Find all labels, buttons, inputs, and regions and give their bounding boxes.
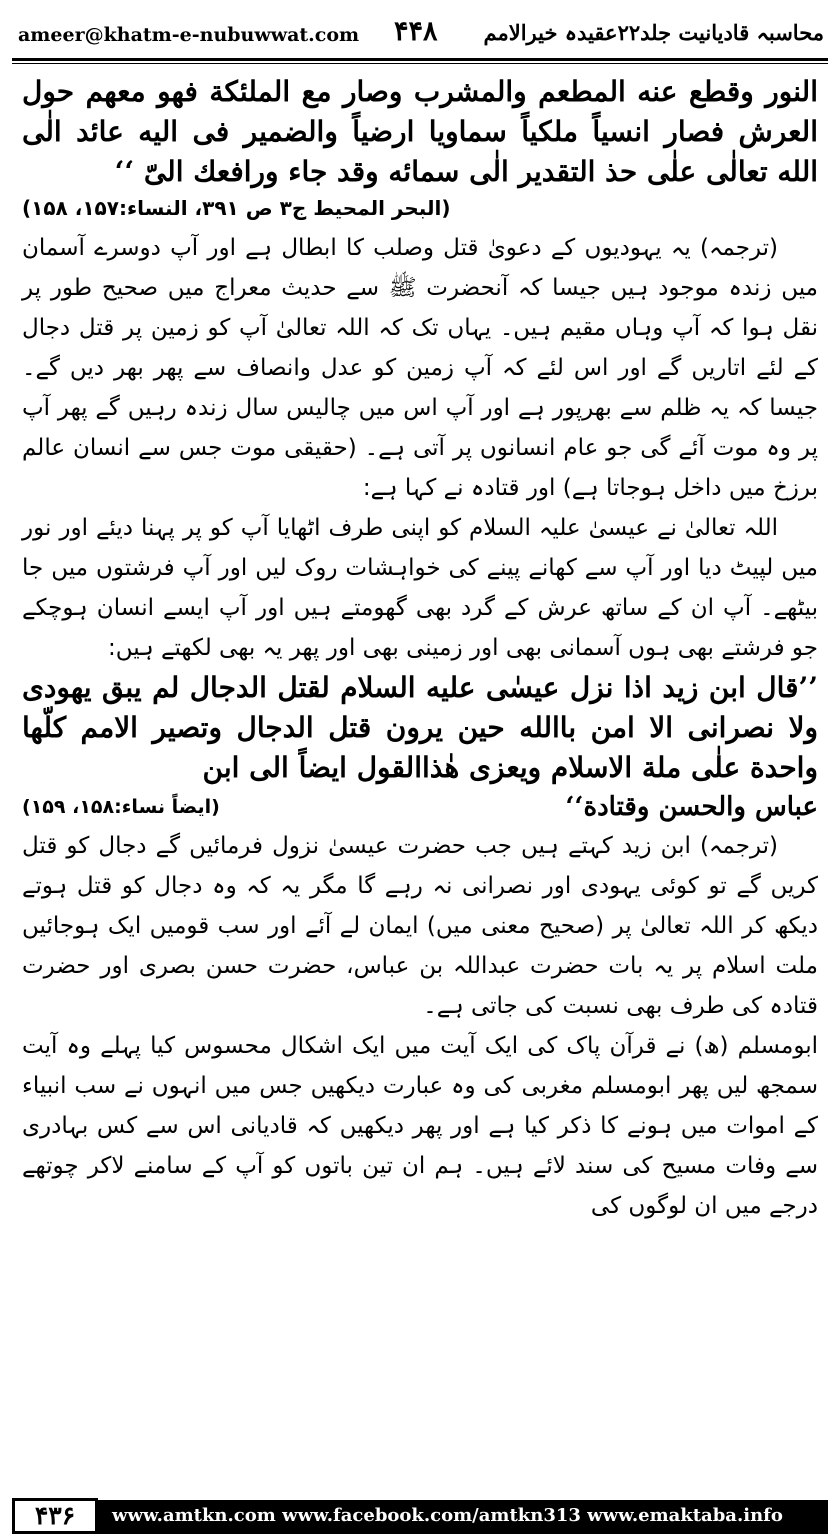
footer-urls: www.amtkn.com www.facebook.com/amtkn313 www.emaktaba.info	[112, 1505, 783, 1526]
header-page-number: ۴۴۸	[394, 16, 438, 47]
header-title: محاسبہ قادیانیت جلد۲۲عقیدہ خیرالامم	[483, 20, 824, 45]
urdu-paragraph-4: ابومسلم (ھ) نے قرآن پاک کی ایک آیت میں ایک اشکال محسوس کیا پہلے وہ آیت سمجھ لیں پھر ابومسلم مغربی کی وہ عبارت دیکھیں جس میں انہوں نے سب انبیاء کے اموات میں ہونے کا ذکر کیا ہے اور پھر دیکھیں کہ قادیانی اس سے کس بہادری سے وفات مسیح کی سند لائے ہیں۔ ہم ان تین باتوں کو آپ کے سامنے لاکر چوتھے درجے میں ان لوگوں کی	[22, 1033, 818, 1219]
footer-page-number: ۴۳۶	[12, 1498, 98, 1534]
page-body	[22, 72, 818, 1450]
reference-2: (ایضاً نساء:۱۵۸، ۱۵۹)	[22, 796, 220, 818]
arabic-quote-1: النور وقطع عنه المطعم والمشرب وصار مع الملئكة فهو معهم حول العرش فصار انسياً ملكياً سماويا ارضياً والضمير فى اليه عائد الٰى الله تعالٰى علٰى حذ التقدير الٰى سمائه وقد جاء ورافعك الىّ ‘‘	[22, 75, 818, 188]
urdu-paragraph-2: اللہ تعالیٰ نے عیسیٰ علیہ السلام کو اپنی طرف اٹھایا آپ کو پر پہنا دیئے اور نور میں لپیٹ دیا اور آپ سے کھانے پینے کی خواہشات روک لیں اور آپ فرشتوں میں جا بیٹھے۔ آپ ان کے ساتھ عرش کے گرد بھی گھومتے ہیں اور آپ ایسے انسان ہوچکے جو فرشتے بھی ہوں آسمانی بھی اور زمینی بھی اور پھر یہ بھی لکھتے ہیں:	[22, 515, 818, 661]
arabic-quote-2-end	[22, 788, 818, 826]
urdu-translation-3: (ترجمہ) ابن زید کہتے ہیں جب حضرت عیسیٰ نزول فرمائیں گے دجال کو قتل کریں گے تو کوئی یہودی اور نصرانی نہ رہے گا مگر یہ کہ وہ دجال کو قتل ہوتے دیکھ کر اللہ تعالیٰ پر (صحیح معنی میں) ایمان لے آئے اور سب قومیں ایک ہوجائیں ملت اسلام پر یہ بات حضرت عبداللہ بن عباس، حضرت حسن بصری اور حضرت قتادہ کی طرف بھی نسبت کی جاتی ہے۔	[22, 833, 818, 1019]
header-rule-thin	[12, 63, 828, 64]
urdu-translation-1: (ترجمہ) یہ یہودیوں کے دعویٰ قتل وصلب کا ابطال ہے اور آپ دوسرے آسمان میں زندہ موجود ہیں جیسا کہ آنحضرت ﷺ سے حدیث معراج میں صحیح طور پر نقل ہوا کہ آپ وہاں مقیم ہیں۔ یہاں تک کہ اللہ تعالیٰ آپ کو زمین پر قتل دجال کے لئے اتاریں گے اور اس لئے کہ آپ زمین کو عدل وانصاف سے پھر بھر دیں گے۔ جیسا کہ یہ ظلم سے بھرپور ہے اور آپ اس میں چالیس سال زندہ رہیں گے پھر آپ پر وہ موت آئے گی جو عام انسانوں پر آتی ہے۔ (حقیقی موت جس سے انسان عالم برزخ میں داخل ہوجاتا ہے) اور قتادہ نے کہا ہے:	[22, 235, 818, 501]
arabic-quote-2: ’’قال ابن زيد اذا نزل عيسٰى عليه السلام لقتل الدجال لم يبق يهودى ولا نصرانى الا امن باالله حين يرون قتل الدجال وتصير الامم كلّها واحدة علٰى ملة الاسلام ويعزى هٰذاالقول ايضاً الى ابن	[22, 671, 818, 784]
arabic-quote-2-last-line: عباس والحسن وقتادة‘‘	[565, 792, 818, 822]
reference-1: (البحر المحيط ج۳ ص ۳۹۱، النساء:۱۵۷، ۱۵۸)	[22, 196, 451, 220]
header-rule-thick	[12, 58, 828, 61]
header-email: ameer@khatm-e-nubuwwat.com	[18, 24, 360, 46]
page-header	[12, 10, 828, 60]
